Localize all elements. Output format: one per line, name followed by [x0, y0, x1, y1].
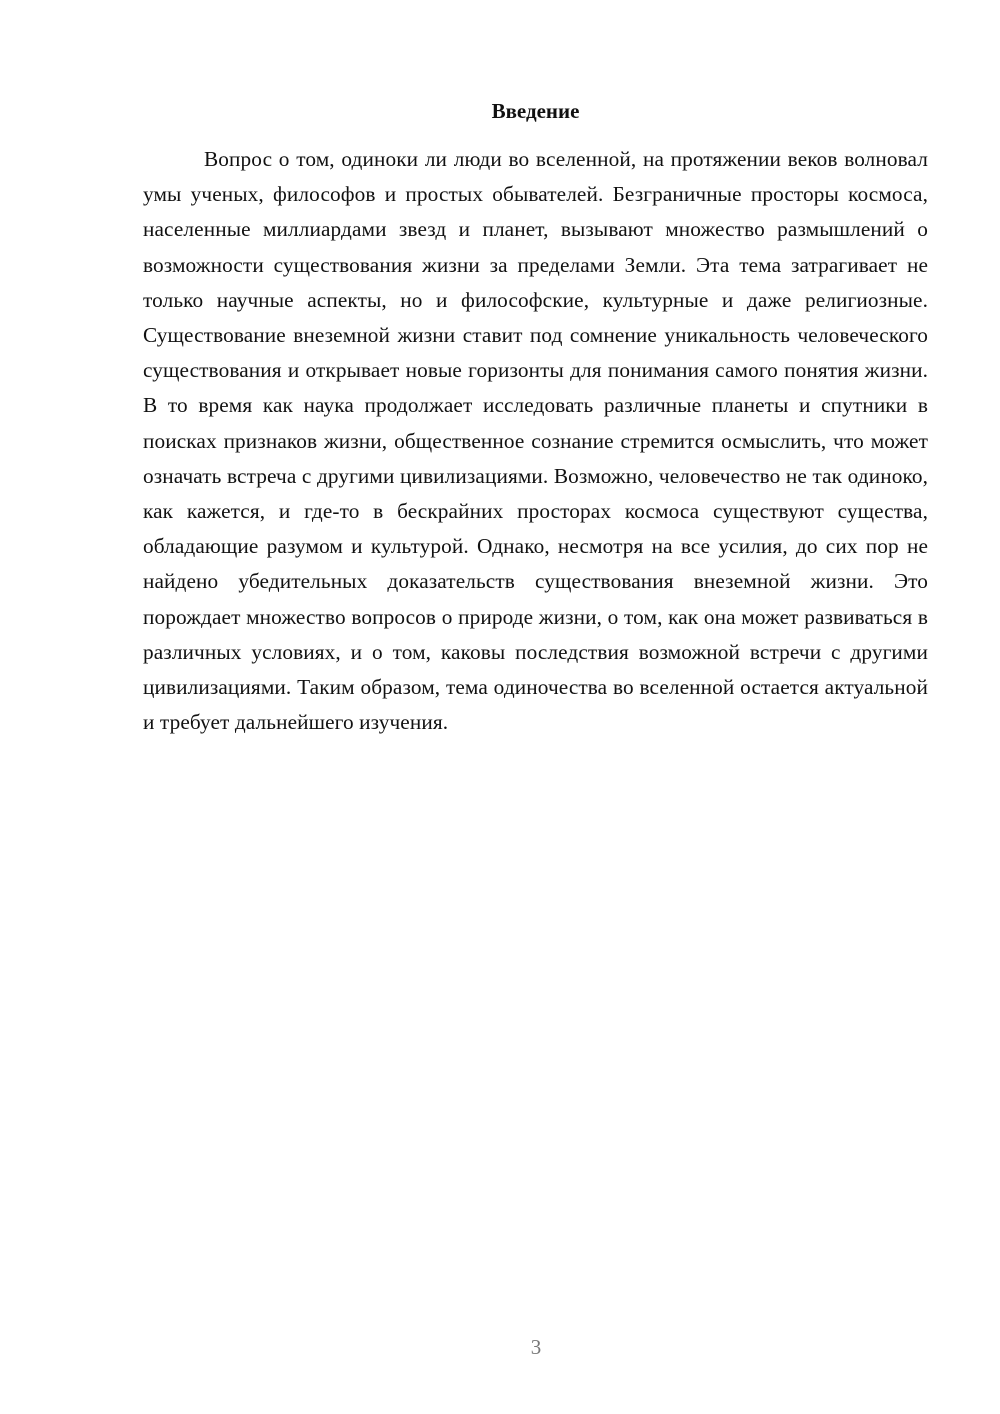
body-paragraph: Вопрос о том, одиноки ли люди во вселенной, на протяжении веков волновал умы ученых, философов и простых обывателей. Безграничные просторы космоса, населенные миллиардами звезд и планет, вызывают множество размышлений о возможности существования жизни за пределами Земли. Эта тема затрагивает не только научные аспекты, но и философские, культурные и даже религиозные. Существование внеземной жизни ставит под сомнение уникальность человеческого существования и открывает новые горизонты для понимания самого понятия жизни. В то время как наука продолжает исследовать различные планеты и спутники в поисках признаков жизни, общественное сознание стремится осмыслить, что может означать встреча с другими цивилизациями. Возможно, человечество не так одиноко, как кажется, и где-то в бескрайних просторах космоса существуют существа, обладающие разумом и культурой. Однако, несмотря на все усилия, до сих пор не найдено убедительных доказательств существования внеземной жизни. Это порождает множество вопросов о природе жизни, о том, как она может развиваться в различных условиях, и о том, каковы последствия возможной встречи с другими цивилизациями. Таким образом, тема одиночества во вселенной остается актуальной и требует дальнейшего изучения. — [143, 147, 928, 735]
page-number: 3 — [530, 1335, 542, 1359]
section-title: Введение — [491, 99, 580, 123]
